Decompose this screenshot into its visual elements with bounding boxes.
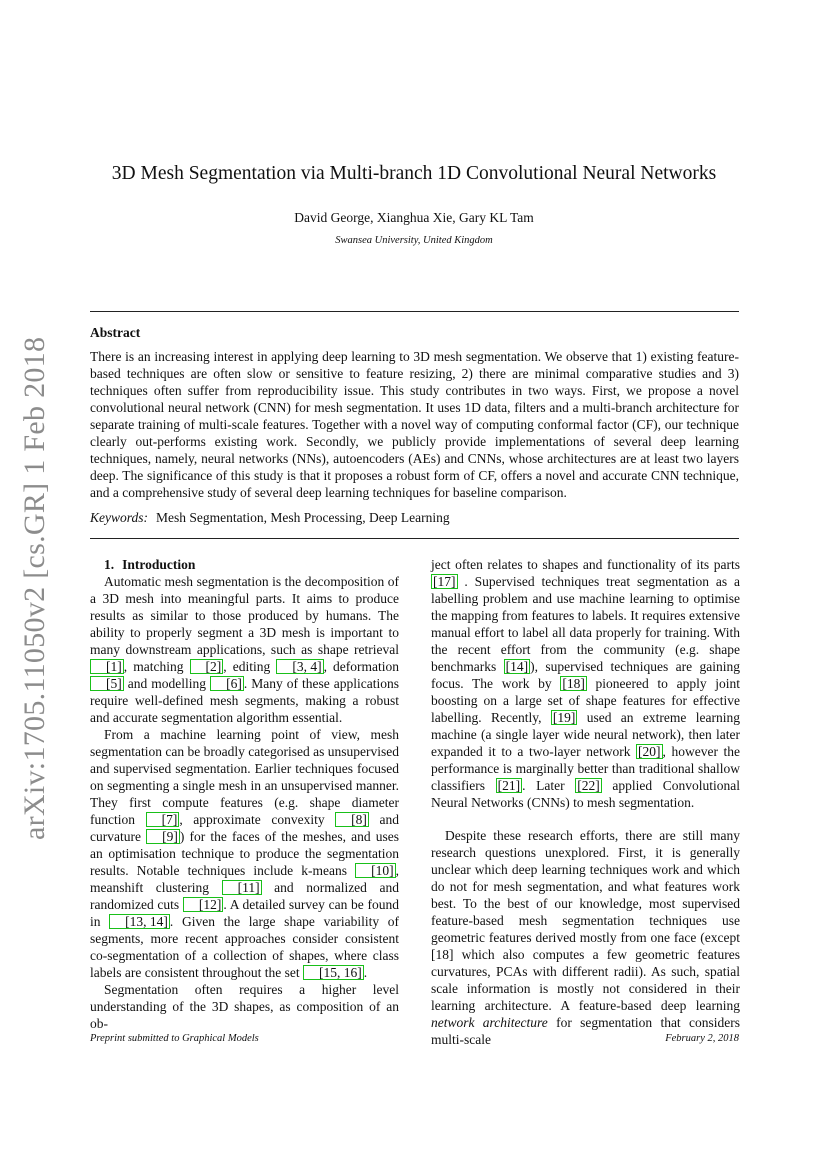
footer-date: February 2, 2018 <box>665 1033 739 1044</box>
arxiv-identifier: arXiv:1705.11050v2 [cs.GR] 1 Feb 2018 <box>18 336 51 840</box>
citation-link[interactable]: [13, 14] <box>109 914 170 929</box>
citation-link[interactable]: [14] <box>505 659 529 674</box>
left-column <box>90 556 399 1032</box>
author-list: David George, Xianghua Xie, Gary KL Tam <box>294 210 534 225</box>
citation-link[interactable]: [17] <box>433 574 456 589</box>
affiliation: Swansea University, United Kingdom <box>335 235 493 246</box>
citation-link[interactable]: [6] <box>210 676 244 691</box>
citation-link[interactable]: [9] <box>146 829 180 844</box>
citation-link[interactable]: [12] <box>183 897 224 912</box>
citation-link[interactable]: [22] <box>577 778 600 793</box>
keywords-text: Mesh Segmentation, Mesh Processing, Deep Learning <box>156 510 450 525</box>
abstract-heading: Abstract <box>90 325 141 340</box>
citation-link[interactable]: [20] <box>638 744 661 759</box>
citation-link[interactable]: [15, 16] <box>303 965 364 980</box>
citation-link[interactable]: [18] <box>562 676 585 691</box>
citation-link[interactable]: [1] <box>90 659 124 674</box>
citation-link[interactable]: [3, 4] <box>276 659 323 674</box>
citation-link[interactable]: [8] <box>335 812 369 827</box>
citation-link[interactable]: [2] <box>190 659 224 674</box>
bottom-divider <box>90 538 739 539</box>
paper-title: 3D Mesh Segmentation via Multi-branch 1D Convolutional Neural Networks <box>111 163 717 184</box>
section-number: 1. <box>104 557 115 572</box>
keywords-label: Keywords: <box>90 510 148 525</box>
section-title: Introduction <box>122 557 196 572</box>
paragraph: Segmentation often requires a higher level understanding of the 3D shapes, as composition of an ob- <box>90 982 399 1031</box>
citation-link[interactable]: [7] <box>146 812 180 827</box>
right-column <box>431 556 740 1048</box>
citation-link[interactable]: [5] <box>90 676 124 691</box>
keywords-line <box>90 510 450 526</box>
paragraph: Automatic mesh segmentation is the decomposition of a 3D mesh into meaningful parts. It aims to produce results as similar to those produced by humans. The ability to properly segment a 3D mesh is important to many downstream applications, such as shape retrieval [1] , matching [2] , editing [3, 4] , deformation [5] and modelling [6] . Many of these applications require well-defined mesh segments, making a robust and accurate segmentation algorithm essential. <box>90 574 399 725</box>
footer-journal-note: Preprint submitted to Graphical Models <box>90 1033 259 1044</box>
abstract-text: There is an increasing interest in applying deep learning to 3D mesh segmentation. We observe that 1) existing feature-based techniques are often slow or sensitive to feature resizing, 2) there are minimal comparative studies and 3) techniques often suffer from reproducibility issue. This study contributes in two ways. First, we propose a novel convolutional neural network (CNN) for mesh segmentation. It uses 1D data, filters and a multi-branch architecture for separate training of multi-scale features. Together with a novel way of computing conformal factor (CF), our technique clearly out-performs existing work. Secondly, we publicly provide implementations of several deep learning techniques, namely, neural networks (NNs), autoencoders (AEs) and CNNs, whose architectures are at least two layers deep. The significance of this study is that it proposes a robust form of CF, offers a novel and accurate CNN technique, and a comprehensive study of several deep learning techniques for baseline comparison. <box>90 349 739 500</box>
paragraph: ject often relates to shapes and functionality of its parts [17] . Supervised techniques treat segmentation as a labelling problem and use machine learning to optimise the mapping from features to labels. It requires extensive manual effort to label all data properly for training. With the recent effort from the community (e.g. shape benchmarks [14] ), supervised techniques are gaining focus. The work by [18] pioneered to apply joint boosting on a large set of shape features for effective labelling. Recently, [19] used an extreme learning machine (a single layer wide neural network), then later expanded it to a two-layer network [20] , however the performance is marginally better than traditional shallow classifiers [21] . Later [22] applied Convolutional Neural Networks (CNNs) to mesh segmentation. <box>431 557 741 810</box>
paragraph: Despite these research efforts, there are still many research questions unexplored. First, it is generally unclear which deep learning techniques work and which do not for mesh segmentation, and what features work best. To the best of our knowledge, most supervised feature-based mesh segmentation techniques use geometric features derived mostly from one face (except [18] which also computes a few geometric features curvatures, PCAs with different radii). As such, spatial scale information is mostly not considered in their learning architecture. A feature-based deep learning network architecture for segmentation that considers multi-scale <box>431 828 740 1047</box>
paragraph: From a machine learning point of view, mesh segmentation can be broadly categorised as unsupervised and supervised segmentation. Earlier techniques focused on segmenting a single mesh in an unsupervised manner. They first compute features (e.g. shape diameter function [7] , approximate convexity [8] and curvature [9] ) for the faces of the meshes, and uses an optimisation technique to produce the segmentation results. Notable techniques include k-means [10] , meanshift clustering [11] and normalized and randomized cuts [12] . A detailed survey can be found in [13, 14] . Given the large shape variability of segments, more recent approaches consider consistent co-segmentation of a collection of shapes, where class labels are consistent throughout the set [15, 16] . <box>90 727 399 980</box>
top-divider <box>90 311 739 312</box>
citation-link[interactable]: [11] <box>222 880 262 895</box>
citation-link[interactable]: [21] <box>497 778 521 793</box>
citation-link[interactable]: [19] <box>552 710 576 725</box>
section-heading <box>90 556 399 573</box>
citation-link[interactable]: [10] <box>355 863 396 878</box>
